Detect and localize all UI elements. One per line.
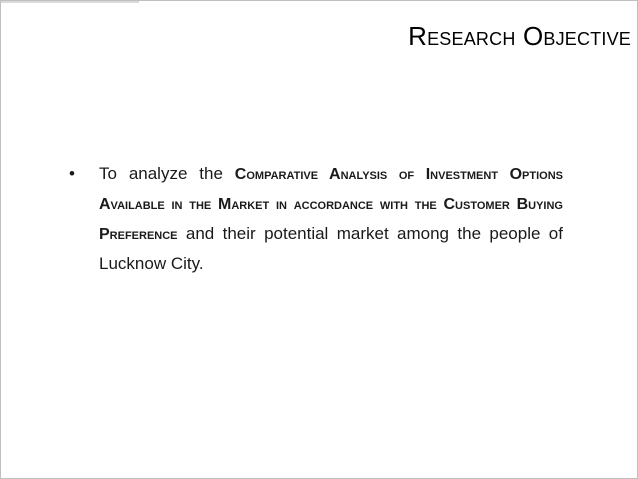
bullet-rest-text: and their potential market among the people of Lucknow City. — [99, 224, 563, 273]
slide-title: Research Objective — [408, 21, 631, 51]
bullet-emphasis-text: Comparative Analysis of Investment Options Available in the Market in accordance with the Customer Buying Preference — [99, 166, 563, 243]
corner-mark — [1, 1, 139, 3]
bullet-intro-text: To analyze the — [99, 164, 235, 183]
bullet-marker: • — [69, 164, 75, 183]
bullet-item — [67, 159, 563, 278]
slide-content — [67, 159, 563, 278]
